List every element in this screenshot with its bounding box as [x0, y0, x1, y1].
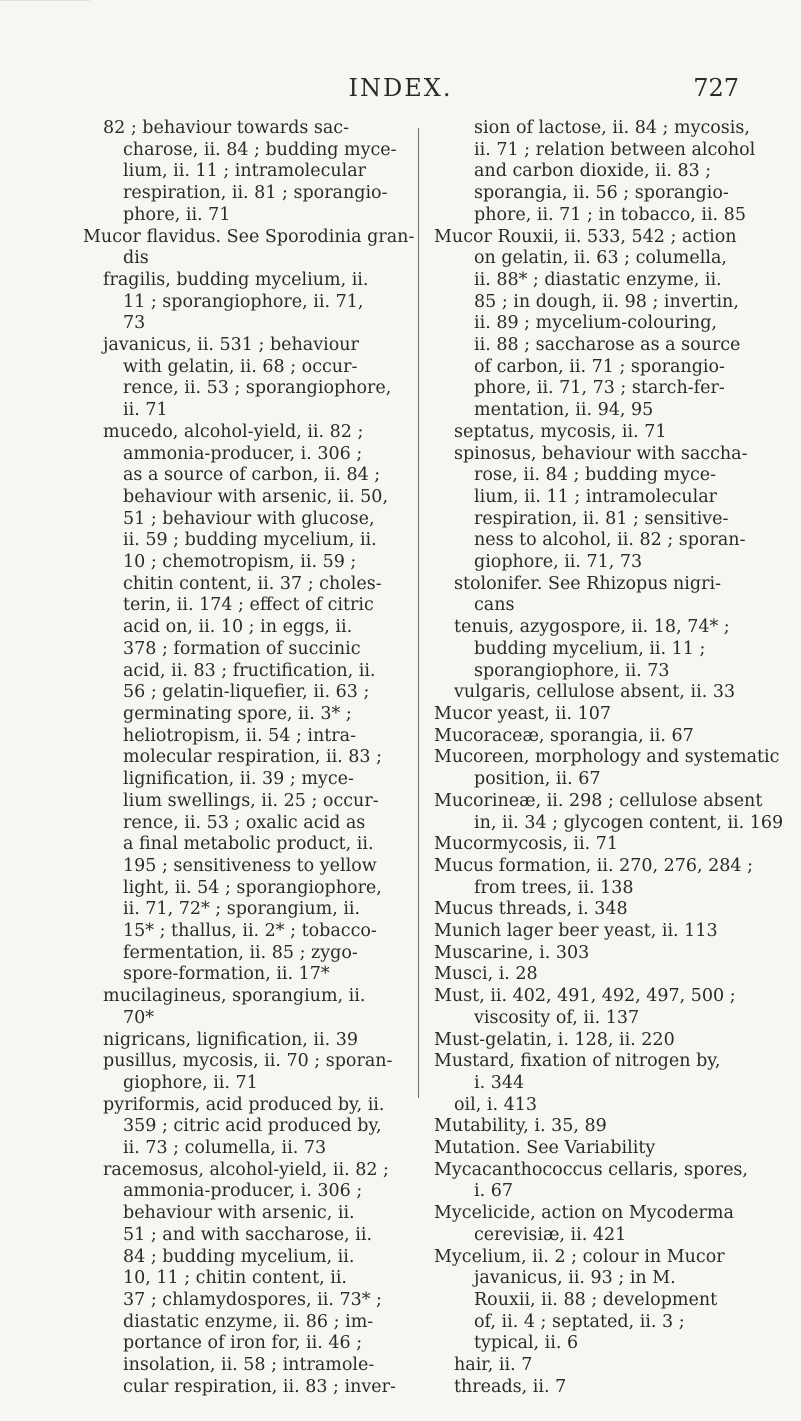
index-entry-line: insolation, ii. 58 ; intramole- — [123, 1355, 375, 1376]
index-entry-line: oil, i. 413 — [454, 1094, 537, 1115]
index-entry-line: Mutation. See Variability — [434, 1138, 656, 1159]
index-entry-line: Mucor yeast, ii. 107 — [434, 703, 611, 724]
index-entry-line: pyriformis, acid produced by, ii. — [103, 1094, 385, 1115]
index-entry-line: 10 ; chemotropism, ii. 59 ; — [123, 552, 357, 573]
index-entry-line: 37 ; chlamydospores, ii. 73* ; — [123, 1289, 382, 1310]
index-entry-line: Mutability, i. 35, 89 — [434, 1116, 607, 1137]
index-entry-line: rence, ii. 53 ; sporangiophore, — [123, 378, 392, 399]
index-entry-line: lignification, ii. 39 ; myce- — [123, 769, 354, 790]
index-entry-line: viscosity of, ii. 137 — [474, 1007, 640, 1028]
index-entry-line: acid, ii. 83 ; fructification, ii. — [123, 660, 376, 681]
index-entry-line: fragilis, budding mycelium, ii. — [103, 269, 369, 290]
index-entry-line: ii. 73 ; columella, ii. 73 — [123, 1138, 327, 1159]
index-entry-line: molecular respiration, ii. 83 ; — [123, 747, 383, 768]
index-entry-line: Mycacanthococcus cellaris, spores, — [434, 1159, 748, 1180]
index-entry-line: giophore, ii. 71, 73 — [474, 552, 643, 573]
index-entry-line: pusillus, mycosis, ii. 70 ; sporan- — [103, 1051, 393, 1072]
index-entry-line: charose, ii. 84 ; budding myce- — [123, 139, 397, 160]
index-entry-line: ii. 71 — [123, 400, 168, 421]
index-entry-line: Mucoraceæ, sporangia, ii. 67 — [434, 725, 694, 746]
index-entry-line: position, ii. 67 — [474, 769, 601, 790]
index-entry-line: ii. 88 ; saccharose as a source — [474, 335, 741, 356]
index-entry-line: Mucoreen, morphology and systematic — [434, 747, 780, 768]
index-entry-line: behaviour with arsenic, ii. — [123, 1203, 355, 1224]
index-entry-line: Musci, i. 28 — [434, 964, 538, 985]
index-entry-line: sporangia, ii. 56 ; sporangio- — [474, 183, 729, 204]
index-entry-line: 195 ; sensitiveness to yellow — [123, 855, 377, 876]
index-entry-line: sion of lactose, ii. 84 ; mycosis, — [474, 118, 750, 138]
index-entry-line: mucilagineus, sporangium, ii. — [103, 986, 366, 1007]
index-entry-line: Mucus threads, i. 348 — [434, 899, 628, 920]
index-entry-line: Mucorineæ, ii. 298 ; cellulose absent — [434, 790, 763, 811]
index-entry-line: of carbon, ii. 71 ; sporangio- — [474, 356, 725, 377]
index-entry-line: phore, ii. 71, 73 ; starch-fer- — [474, 378, 725, 399]
index-entry-line: 56 ; gelatin-liquefier, ii. 63 ; — [123, 682, 370, 703]
index-entry-line: and carbon dioxide, ii. 83 ; — [474, 161, 712, 182]
index-entry-line: tenuis, azygospore, ii. 18, 74* ; — [454, 617, 730, 638]
index-entry-line: javanicus, ii. 531 ; behaviour — [103, 335, 359, 356]
column-divider — [418, 128, 419, 1098]
index-entry-line: terin, ii. 174 ; effect of citric — [123, 595, 374, 616]
index-entry-line: Muscarine, i. 303 — [434, 942, 590, 963]
index-entry-line: 84 ; budding mycelium, ii. — [123, 1246, 355, 1267]
index-entry-line: 359 ; citric acid produced by, — [123, 1116, 382, 1137]
index-entry-line: stolonifer. See Rhizopus nigri- — [454, 573, 721, 594]
index-entry-line: 51 ; behaviour with glucose, — [123, 508, 375, 529]
index-entry-line: Mycelium, ii. 2 ; colour in Mucor — [434, 1246, 725, 1267]
index-entry-line: ness to alcohol, ii. 82 ; sporan- — [474, 530, 746, 551]
index-entry-line: Mycelicide, action on Mycoderma — [434, 1203, 734, 1224]
index-entry-line: on gelatin, ii. 63 ; columella, — [474, 248, 727, 269]
index-entry-line: ii. 71 ; relation between alcohol — [474, 139, 756, 160]
index-entry-line: Munich lager beer yeast, ii. 113 — [434, 921, 718, 942]
running-header-title: INDEX. — [348, 74, 453, 102]
index-entry-line: respiration, ii. 81 ; sensitive- — [474, 508, 729, 529]
index-entry-line: as a source of carbon, ii. 84 ; — [123, 465, 381, 486]
index-entry-line: of, ii. 4 ; septated, ii. 3 ; — [474, 1311, 685, 1332]
index-entry-line: Must-gelatin, i. 128, ii. 220 — [434, 1029, 675, 1050]
index-entry-line: phore, ii. 71 — [123, 204, 231, 225]
index-entry-line: heliotropism, ii. 54 ; intra- — [123, 725, 357, 746]
index-entry-line: from trees, ii. 138 — [474, 877, 634, 898]
index-entry-line: acid on, ii. 10 ; in eggs, ii. — [123, 617, 353, 638]
index-entry-line: 51 ; and with saccharose, ii. — [123, 1224, 373, 1245]
index-entry-line: typical, ii. 6 — [474, 1333, 579, 1354]
index-entry-line: vulgaris, cellulose absent, ii. 33 — [454, 682, 736, 703]
index-entry-line: threads, ii. 7 — [454, 1376, 567, 1397]
index-entry-line: ii. 88* ; diastatic enzyme, ii. — [474, 269, 722, 290]
index-entry-line: ii. 89 ; mycelium-colouring, — [474, 313, 717, 334]
index-entry-line: 11 ; sporangiophore, ii. 71, — [123, 291, 364, 312]
index-entry-line: sporangiophore, ii. 73 — [474, 660, 670, 681]
index-entry-line: spore-formation, ii. 17* — [123, 964, 330, 985]
index-entry-line: lium swellings, ii. 25 ; occur- — [123, 790, 379, 811]
index-entry-line: a final metabolic product, ii. — [123, 834, 374, 855]
page-corner-edge — [0, 0, 90, 61]
index-entry-line: ammonia-producer, i. 306 ; — [123, 443, 363, 464]
index-entry-line: 85 ; in dough, ii. 98 ; invertin, — [474, 291, 739, 312]
index-entry-line: i. 67 — [474, 1181, 513, 1202]
index-entry-line: javanicus, ii. 93 ; in M. — [474, 1268, 676, 1289]
index-entry-line: behaviour with arsenic, ii. 50, — [123, 486, 389, 507]
index-entry-line: Rouxii, ii. 88 ; development — [474, 1289, 718, 1310]
index-entry-line: respiration, ii. 81 ; sporangio- — [123, 183, 388, 204]
index-entry-line: 82 ; behaviour towards sac- — [103, 118, 349, 138]
index-entry-line: Mucormycosis, ii. 71 — [434, 834, 618, 855]
index-entry-line: spinosus, behaviour with saccha- — [454, 443, 748, 464]
index-entry-line: mentation, ii. 94, 95 — [474, 400, 654, 421]
index-entry-line: Mucor flavidus. See Sporodinia gran- — [83, 226, 415, 247]
index-entry-line: 73 — [123, 313, 146, 334]
index-entry-line: portance of iron for, ii. 46 ; — [123, 1333, 363, 1354]
index-entry-line: rence, ii. 53 ; oxalic acid as — [123, 812, 366, 833]
page-number: 727 — [693, 74, 739, 102]
index-entry-line: lium, ii. 11 ; intramolecular — [474, 486, 718, 507]
index-column-left — [83, 118, 415, 1398]
index-entry-line: chitin content, ii. 37 ; choles- — [123, 573, 382, 594]
index-entry-line: rose, ii. 84 ; budding myce- — [474, 465, 717, 486]
index-entry-line: 378 ; formation of succinic — [123, 638, 361, 659]
index-entry-line: ammonia-producer, i. 306 ; — [123, 1181, 363, 1202]
index-entry-line: 70* — [123, 1007, 155, 1028]
index-entry-line: Mucor Rouxii, ii. 533, 542 ; action — [434, 226, 737, 247]
index-entry-line: light, ii. 54 ; sporangiophore, — [123, 877, 382, 898]
index-entry-line: fermentation, ii. 85 ; zygo- — [123, 942, 358, 963]
index-entry-line: ii. 59 ; budding mycelium, ii. — [123, 530, 377, 551]
index-entry-line: Mucus formation, ii. 270, 276, 284 ; — [434, 855, 754, 876]
index-entry-line: giophore, ii. 71 — [123, 1072, 258, 1093]
index-entry-line: cular respiration, ii. 83 ; inver- — [123, 1376, 396, 1397]
index-entry-line: 10, 11 ; chitin content, ii. — [123, 1268, 347, 1289]
index-entry-line: diastatic enzyme, ii. 86 ; im- — [123, 1311, 374, 1332]
index-entry-line: in, ii. 34 ; glycogen content, ii. 169 — [474, 812, 784, 833]
index-entry-line: cerevisiæ, ii. 421 — [474, 1224, 627, 1245]
index-entry-line: 15* ; thallus, ii. 2* ; tobacco- — [123, 921, 377, 942]
index-entry-line: Must, ii. 402, 491, 492, 497, 500 ; — [434, 986, 736, 1007]
index-entry-line: mucedo, alcohol-yield, ii. 82 ; — [103, 421, 364, 442]
index-entry-line: i. 344 — [474, 1072, 525, 1093]
index-entry-line: cans — [474, 595, 515, 616]
index-entry-line: germinating spore, ii. 3* ; — [123, 703, 352, 724]
index-entry-line: ii. 71, 72* ; sporangium, ii. — [123, 899, 361, 920]
index-entry-line: dis — [123, 248, 149, 269]
index-entry-line: lium, ii. 11 ; intramolecular — [123, 161, 367, 182]
index-entry-line: phore, ii. 71 ; in tobacco, ii. 85 — [474, 204, 746, 225]
index-entry-line: septatus, mycosis, ii. 71 — [454, 421, 667, 442]
index-entry-line: budding mycelium, ii. 11 ; — [474, 638, 706, 659]
index-column-right — [434, 118, 784, 1398]
index-entry-line: Mustard, fixation of nitrogen by, — [434, 1051, 721, 1072]
index-entry-line: with gelatin, ii. 68 ; occur- — [123, 356, 358, 377]
index-entry-line: hair, ii. 7 — [454, 1355, 533, 1376]
index-entry-line: nigricans, lignification, ii. 39 — [103, 1029, 358, 1050]
index-entry-line: racemosus, alcohol-yield, ii. 82 ; — [103, 1159, 389, 1180]
